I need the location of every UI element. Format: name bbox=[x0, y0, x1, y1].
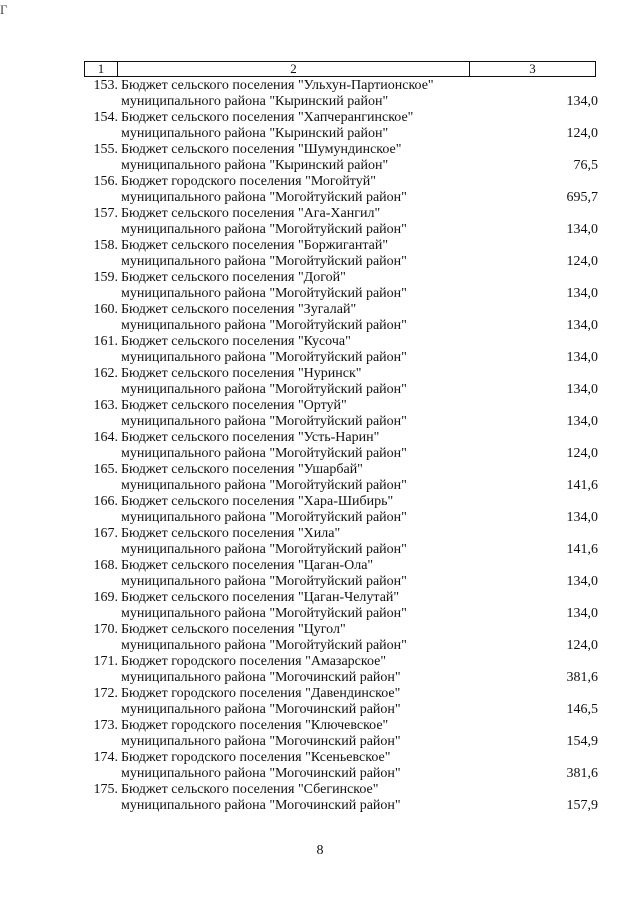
row-district-name: муниципального района "Могойтуйский район" bbox=[121, 190, 407, 205]
row-district-name: муниципального района "Могойтуйский район" bbox=[121, 222, 407, 237]
row-district-name: муниципального района "Могочинский район" bbox=[121, 766, 401, 781]
row-number: 156. bbox=[93, 174, 118, 189]
row-district-name: муниципального района "Могойтуйский район" bbox=[121, 414, 407, 429]
table-row bbox=[0, 430, 640, 462]
row-number: 173. bbox=[93, 718, 118, 733]
row-district-name: муниципального района "Кыринский район" bbox=[121, 94, 389, 109]
row-budget-name: Бюджет сельского поселения "Ульхун-Партионское" bbox=[121, 78, 434, 93]
table-body bbox=[0, 78, 640, 814]
row-budget-name: Бюджет сельского поселения "Кусоча" bbox=[121, 334, 351, 349]
row-value: 134,0 bbox=[566, 286, 598, 301]
table-row bbox=[0, 334, 640, 366]
header-col-2: 2 bbox=[118, 62, 470, 76]
row-value: 141,6 bbox=[566, 478, 598, 493]
row-value: 134,0 bbox=[566, 382, 598, 397]
row-district-name: муниципального района "Могойтуйский район" bbox=[121, 510, 407, 525]
row-value: 124,0 bbox=[566, 638, 598, 653]
header-col-3: 3 bbox=[529, 61, 536, 76]
table-row bbox=[0, 398, 640, 430]
row-district-name: муниципального района "Могойтуйский район" bbox=[121, 542, 407, 557]
row-value: 695,7 bbox=[566, 190, 598, 205]
row-district-name: муниципального района "Могочинский район" bbox=[121, 702, 401, 717]
row-number: 174. bbox=[93, 750, 118, 765]
row-budget-name: Бюджет сельского поселения "Хара-Шибирь" bbox=[121, 494, 394, 509]
row-value: 141,6 bbox=[566, 542, 598, 557]
row-district-name: муниципального района "Могойтуйский район" bbox=[121, 318, 407, 333]
row-number: 155. bbox=[93, 142, 118, 157]
row-value: 134,0 bbox=[566, 574, 598, 589]
table-row bbox=[0, 686, 640, 718]
row-district-name: муниципального района "Могойтуйский район" bbox=[121, 350, 407, 365]
row-budget-name: Бюджет сельского поселения "Хапчерангинское" bbox=[121, 110, 414, 125]
row-number: 160. bbox=[93, 302, 118, 317]
row-value: 134,0 bbox=[566, 510, 598, 525]
row-budget-name: Бюджет городского поселения "Амазарское" bbox=[121, 654, 387, 669]
row-value: 381,6 bbox=[566, 766, 598, 781]
row-value: 76,5 bbox=[573, 158, 598, 173]
row-budget-name: Бюджет городского поселения "Ключевское" bbox=[121, 718, 389, 733]
row-budget-name: Бюджет сельского поселения "Усть-Нарин" bbox=[121, 430, 380, 445]
row-budget-name: Бюджет городского поселения "Могойтуй" bbox=[121, 174, 376, 189]
table-row bbox=[0, 750, 640, 782]
row-number: 171. bbox=[93, 654, 118, 669]
table-row bbox=[0, 558, 640, 590]
table-row bbox=[0, 238, 640, 270]
table-row bbox=[0, 590, 640, 622]
row-number: 161. bbox=[93, 334, 118, 349]
row-district-name: муниципального района "Кыринский район" bbox=[121, 158, 389, 173]
row-district-name: муниципального района "Могойтуйский район" bbox=[121, 446, 407, 461]
row-value: 124,0 bbox=[566, 446, 598, 461]
row-number: 153. bbox=[93, 78, 118, 93]
row-district-name: муниципального района "Могойтуйский район" bbox=[121, 254, 407, 269]
table-row bbox=[0, 110, 640, 142]
table-row bbox=[0, 782, 640, 814]
header-col-1: 1 bbox=[85, 62, 118, 76]
row-value: 124,0 bbox=[566, 254, 598, 269]
table-row bbox=[0, 174, 640, 206]
row-value: 157,9 bbox=[566, 798, 598, 813]
row-number: 168. bbox=[93, 558, 118, 573]
row-number: 172. bbox=[93, 686, 118, 701]
row-number: 165. bbox=[93, 462, 118, 477]
row-number: 157. bbox=[93, 206, 118, 221]
row-district-name: муниципального района "Могочинский район" bbox=[121, 798, 401, 813]
row-number: 175. bbox=[93, 782, 118, 797]
row-number: 164. bbox=[93, 430, 118, 445]
row-budget-name: Бюджет сельского поселения "Цаган-Ола" bbox=[121, 558, 374, 573]
row-number: 170. bbox=[93, 622, 118, 637]
corner-mark: Г bbox=[0, 2, 8, 17]
row-number: 162. bbox=[93, 366, 118, 381]
row-value: 134,0 bbox=[566, 318, 598, 333]
row-value: 134,0 bbox=[566, 350, 598, 365]
row-district-name: муниципального района "Могочинский район" bbox=[121, 734, 401, 749]
row-district-name: муниципального района "Могойтуйский район" bbox=[121, 606, 407, 621]
row-number: 167. bbox=[93, 526, 118, 541]
row-budget-name: Бюджет городского поселения "Давендинское" bbox=[121, 686, 401, 701]
row-value: 146,5 bbox=[566, 702, 598, 717]
row-value: 154,9 bbox=[566, 734, 598, 749]
row-number: 159. bbox=[93, 270, 118, 285]
row-value: 134,0 bbox=[566, 94, 598, 109]
row-district-name: муниципального района "Могойтуйский район" bbox=[121, 286, 407, 301]
row-budget-name: Бюджет сельского поселения "Цугол" bbox=[121, 622, 346, 637]
row-budget-name: Бюджет сельского поселения "Шумундинское" bbox=[121, 142, 402, 157]
row-number: 163. bbox=[93, 398, 118, 413]
table-row bbox=[0, 462, 640, 494]
row-value: 134,0 bbox=[566, 222, 598, 237]
row-budget-name: Бюджет сельского поселения "Нуринск" bbox=[121, 366, 362, 381]
table-row bbox=[0, 622, 640, 654]
row-district-name: муниципального района "Могочинский район" bbox=[121, 670, 401, 685]
row-budget-name: Бюджет сельского поселения "Цаган-Челутай" bbox=[121, 590, 400, 605]
table-row bbox=[0, 718, 640, 750]
table-header bbox=[84, 61, 596, 77]
row-district-name: муниципального района "Кыринский район" bbox=[121, 126, 389, 141]
row-budget-name: Бюджет сельского поселения "Ортуй" bbox=[121, 398, 347, 413]
table-row bbox=[0, 302, 640, 334]
row-district-name: муниципального района "Могойтуйский район" bbox=[121, 574, 407, 589]
row-budget-name: Бюджет сельского поселения "Зугалай" bbox=[121, 302, 357, 317]
table-row bbox=[0, 494, 640, 526]
row-number: 154. bbox=[93, 110, 118, 125]
row-value: 134,0 bbox=[566, 606, 598, 621]
row-budget-name: Бюджет сельского поселения "Сбегинское" bbox=[121, 782, 379, 797]
row-value: 134,0 bbox=[566, 414, 598, 429]
row-budget-name: Бюджет сельского поселения "Ушарбай" bbox=[121, 462, 363, 477]
table-row bbox=[0, 654, 640, 686]
row-value: 124,0 bbox=[566, 126, 598, 141]
row-budget-name: Бюджет сельского поселения "Ага-Хангил" bbox=[121, 206, 381, 221]
table-row bbox=[0, 366, 640, 398]
page-number: 8 bbox=[316, 843, 324, 858]
table-row bbox=[0, 526, 640, 558]
row-budget-name: Бюджет городского поселения "Ксеньевское" bbox=[121, 750, 391, 765]
row-district-name: муниципального района "Могойтуйский район" bbox=[121, 478, 407, 493]
row-number: 166. bbox=[93, 494, 118, 509]
table-row bbox=[0, 142, 640, 174]
row-value: 381,6 bbox=[566, 670, 598, 685]
table-row bbox=[0, 270, 640, 302]
row-budget-name: Бюджет сельского поселения "Боржигантай" bbox=[121, 238, 389, 253]
table-row bbox=[0, 78, 640, 110]
row-budget-name: Бюджет сельского поселения "Догой" bbox=[121, 270, 346, 285]
row-district-name: муниципального района "Могойтуйский район" bbox=[121, 638, 407, 653]
row-district-name: муниципального района "Могойтуйский район" bbox=[121, 382, 407, 397]
table-row bbox=[0, 206, 640, 238]
row-number: 169. bbox=[93, 590, 118, 605]
row-budget-name: Бюджет сельского поселения "Хила" bbox=[121, 526, 341, 541]
row-number: 158. bbox=[93, 238, 118, 253]
